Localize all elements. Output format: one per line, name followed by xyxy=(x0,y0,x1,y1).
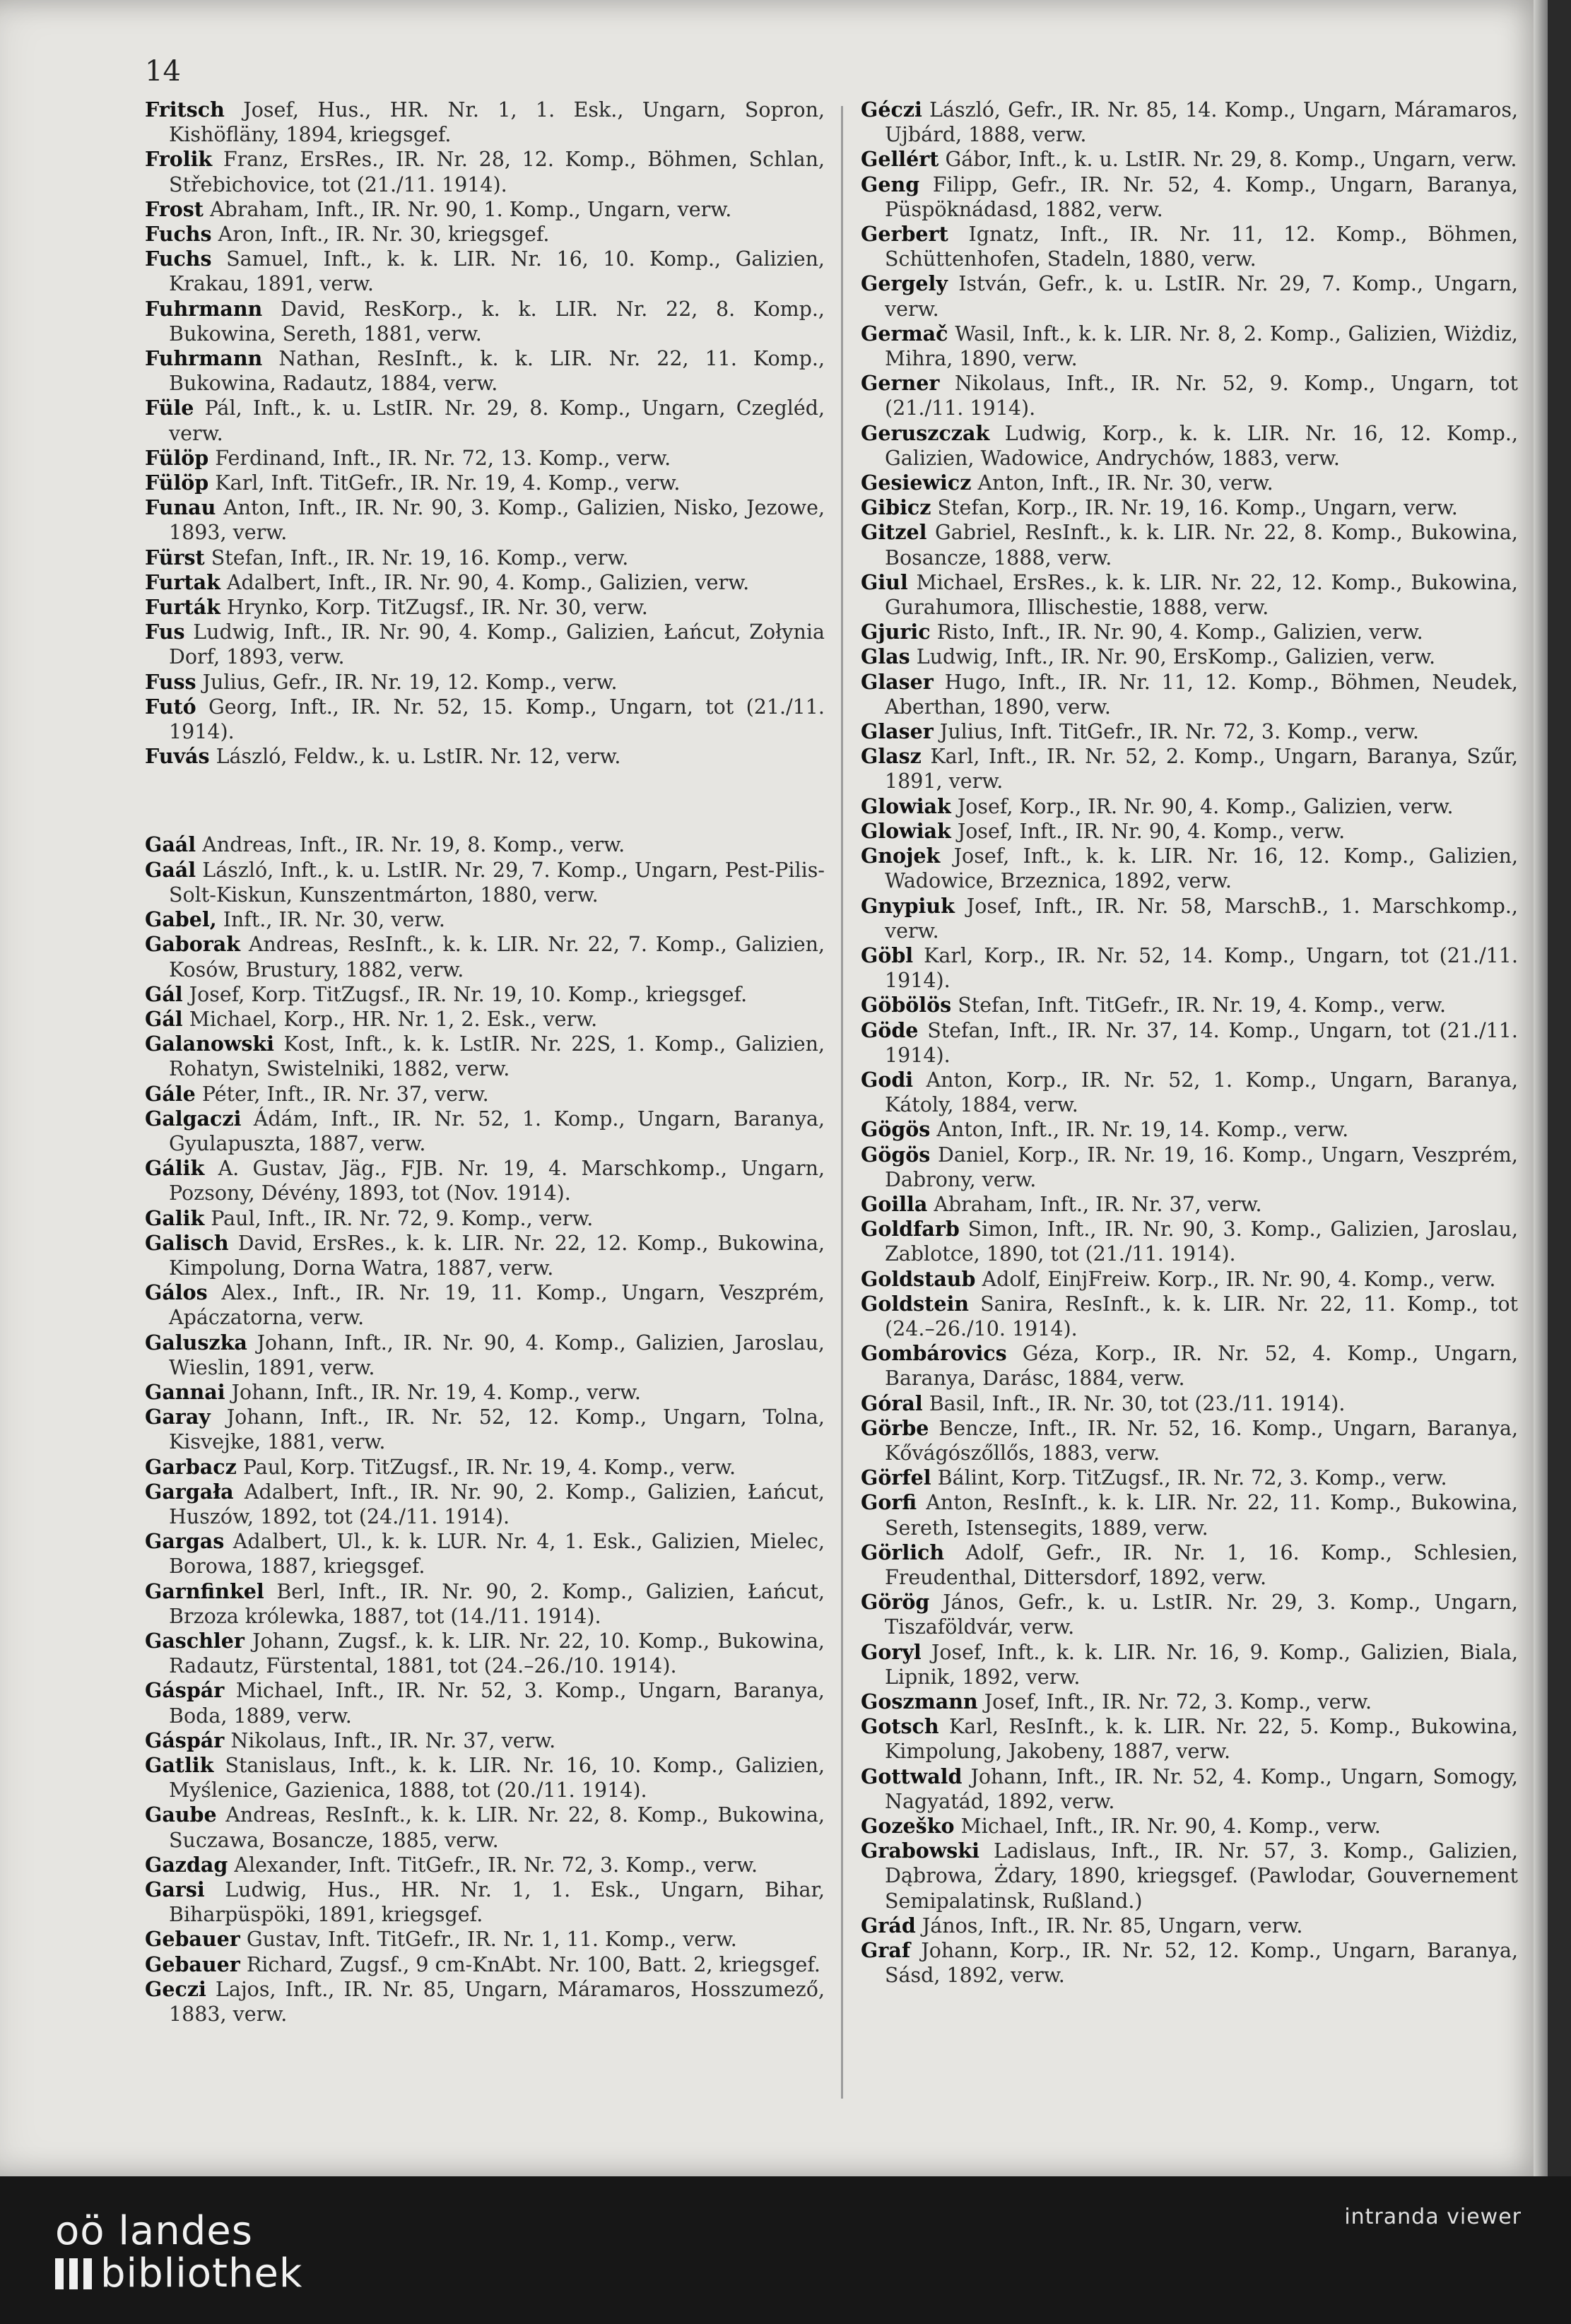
directory-entry xyxy=(861,943,1518,993)
entry-surname: Fuss xyxy=(145,669,196,694)
logo-text-top: oö landes xyxy=(55,2208,253,2254)
directory-entry xyxy=(145,1082,825,1107)
entry-details: Paul, Korp. TitZugsf., IR. Nr. 19, 4. Komp., verw. xyxy=(242,1455,736,1479)
entry-details: Karl, Korp., IR. Nr. 52, 14. Komp., Ungarn, tot (21./11. 1914). xyxy=(885,943,1519,993)
entry-details: Géza, Korp., IR. Nr. 52, 4. Komp., Ungarn, Baranya, Darásc, 1884, verw. xyxy=(885,1342,1518,1391)
directory-entry xyxy=(861,670,1518,719)
directory-entry xyxy=(145,1007,825,1032)
directory-entry xyxy=(145,1231,825,1280)
entry-details: Johann, Zugsf., k. k. LIR. Nr. 22, 10. Komp., Bukowina, Radautz, Fürstental, 1881, tot (24.–26./10. 1914). xyxy=(169,1629,825,1678)
entry-surname: Gáspár xyxy=(145,1678,225,1703)
directory-entry xyxy=(145,346,825,396)
entry-surname: Füle xyxy=(145,396,194,420)
entry-surname: Gaborak xyxy=(145,932,240,957)
directory-entry xyxy=(145,446,825,471)
entry-details: Josef, Inft., k. k. LIR. Nr. 16, 9. Komp., Galizien, Biala, Lipnik, 1892, verw. xyxy=(885,1640,1519,1689)
entry-surname: Gargas xyxy=(145,1529,225,1554)
entry-surname: Görbe xyxy=(861,1415,929,1440)
entry-surname: Glas xyxy=(861,644,910,669)
left-column xyxy=(145,98,825,2027)
directory-entry xyxy=(145,695,825,744)
entry-details: Nathan, ResInft., k. k. LIR. Nr. 22, 11. Komp., Bukowina, Radautz, 1884, verw. xyxy=(169,347,825,396)
directory-entry xyxy=(861,1490,1518,1540)
entry-details: Berl, Inft., IR. Nr. 90, 2. Komp., Galizien, Łańcut, Brzoza królewka, 1887, tot (14./11. 1914). xyxy=(169,1579,825,1628)
directory-entry xyxy=(861,271,1518,321)
entry-details: Ludwig, Inft., IR. Nr. 90, 4. Komp., Galizien, Łańcut, Zołynia Dorf, 1893, verw. xyxy=(169,620,825,669)
entry-surname: Gergely xyxy=(861,271,948,296)
directory-entry xyxy=(861,1938,1518,1988)
entry-details: David, ErsRes., k. k. LIR. Nr. 22, 12. Komp., Bukowina, Kimpolung, Dorna Watra, 1887, verw. xyxy=(169,1231,825,1280)
entry-surname: Giul xyxy=(861,570,908,594)
directory-entry xyxy=(861,644,1518,669)
entry-details: Nikolaus, Inft., IR. Nr. 37, verw. xyxy=(230,1728,556,1752)
directory-entry xyxy=(145,1728,825,1753)
directory-entry xyxy=(145,907,825,932)
entry-details: Ferdinand, Inft., IR. Nr. 72, 13. Komp., verw. xyxy=(215,446,671,470)
directory-entry xyxy=(861,98,1518,147)
entry-details: Johann, Inft., IR. Nr. 52, 4. Komp., Ungarn, Somogy, Nagyatád, 1892, verw. xyxy=(885,1764,1518,1813)
entry-surname: Galanowski xyxy=(145,1032,274,1056)
entry-surname: Gnypiuk xyxy=(861,893,955,918)
entry-surname: Göbölös xyxy=(861,993,952,1018)
entry-details: János, Inft., IR. Nr. 85, Ungarn, verw. xyxy=(922,1913,1303,1937)
entry-details: Hrynko, Korp. TitZugsf., IR. Nr. 30, verw. xyxy=(226,596,648,620)
entry-details: Michael, Inft., IR. Nr. 52, 3. Komp., Ungarn, Baranya, Boda, 1889, verw. xyxy=(169,1679,825,1728)
directory-entry xyxy=(145,1927,825,1952)
directory-entry xyxy=(145,147,825,196)
entry-details: Ludwig, Hus., HR. Nr. 1, 1. Esk., Ungarn, Bihar, Biharpüspöki, 1891, kriegsgef. xyxy=(169,1878,825,1927)
entry-details: Ignatz, Inft., IR. Nr. 11, 12. Komp., Böhmen, Schüttenhofen, Stadeln, 1880, verw. xyxy=(885,223,1519,271)
entry-details: Alex., Inft., IR. Nr. 19, 11. Komp., Ungarn, Veszprém, Apáczatorna, verw. xyxy=(169,1281,825,1330)
directory-entry xyxy=(145,982,825,1007)
entry-details: Stefan, Korp., IR. Nr. 19, 16. Komp., Ungarn, verw. xyxy=(937,496,1458,520)
entry-details: Hugo, Inft., IR. Nr. 11, 12. Komp., Böhmen, Neudek, Aberthan, 1890, verw. xyxy=(885,670,1518,719)
entry-surname: Góral xyxy=(861,1391,923,1415)
directory-entry xyxy=(145,1977,825,2027)
directory-entry xyxy=(145,1803,825,1852)
directory-entry xyxy=(145,396,825,445)
entry-surname: Gibicz xyxy=(861,495,931,520)
entry-surname: Grád xyxy=(861,1913,916,1937)
entry-surname: Gerbert xyxy=(861,222,948,247)
entry-details: Nikolaus, Inft., IR. Nr. 52, 9. Komp., Ungarn, tot (21./11. 1914). xyxy=(885,372,1519,420)
directory-entry xyxy=(861,819,1518,844)
directory-entry xyxy=(145,1206,825,1231)
entry-surname: Gitzel xyxy=(861,520,927,545)
entry-details: Aron, Inft., IR. Nr. 30, kriegsgef. xyxy=(218,223,550,247)
entry-surname: Galisch xyxy=(145,1230,229,1255)
logo-row-bottom xyxy=(55,2253,302,2295)
entry-details: Josef, Korp., IR. Nr. 90, 4. Komp., Galizien, verw. xyxy=(957,794,1454,818)
entry-surname: Gnojek xyxy=(861,844,941,868)
entry-details: Péter, Inft., IR. Nr. 37, verw. xyxy=(201,1082,489,1106)
entry-surname: Galgaczi xyxy=(145,1106,242,1131)
entry-surname: Fuvás xyxy=(145,744,210,769)
entry-surname: Gaál xyxy=(145,832,196,857)
entry-surname: Furták xyxy=(145,595,220,620)
entry-details: Josef, Korp. TitZugsf., IR. Nr. 19, 10. Komp., kriegsgef. xyxy=(189,982,748,1006)
directory-entry xyxy=(861,844,1518,893)
entry-surname: Gál xyxy=(145,981,183,1006)
directory-entry xyxy=(145,595,825,620)
entry-surname: Gatlik xyxy=(145,1753,214,1777)
viewer-brand-label: intranda viewer xyxy=(1344,2205,1522,2229)
logo-bars-icon xyxy=(55,2258,93,2289)
entry-surname: Frost xyxy=(145,196,204,221)
entry-details: Inft., IR. Nr. 30, verw. xyxy=(223,908,445,932)
directory-entry xyxy=(861,1814,1518,1839)
entry-details: Julius, Gefr., IR. Nr. 19, 12. Komp., verw. xyxy=(202,670,618,694)
entry-surname: Frolik xyxy=(145,147,213,172)
directory-entry xyxy=(861,719,1518,744)
directory-entry xyxy=(145,247,825,296)
entry-details: Adalbert, Ul., k. k. LUR. Nr. 4, 1. Esk., Galizien, Mielec, Borowa, 1887, kriegsgef. xyxy=(169,1530,825,1579)
entry-surname: Goldstein xyxy=(861,1291,969,1316)
entry-details: Josef, Inft., IR. Nr. 72, 3. Komp., verw. xyxy=(984,1690,1372,1713)
entry-surname: Gáspár xyxy=(145,1728,225,1752)
entry-surname: Gabel, xyxy=(145,907,217,932)
directory-entry xyxy=(861,794,1518,819)
entry-surname: Gebauer xyxy=(145,1927,240,1952)
entry-details: Risto, Inft., IR. Nr. 90, 4. Komp., Galizien, verw. xyxy=(936,620,1423,644)
entry-details: Josef, Inft., IR. Nr. 58, MarschB., 1. Marschkomp., verw. xyxy=(885,894,1518,943)
entry-details: Basil, Inft., IR. Nr. 30, tot (23./11. 1914). xyxy=(929,1391,1346,1415)
directory-entry xyxy=(861,1192,1518,1217)
entry-surname: Geruszczak xyxy=(861,420,990,445)
section-gap xyxy=(145,769,825,832)
directory-entry xyxy=(861,371,1518,420)
entry-details: Kost, Inft., k. k. LstIR. Nr. 22S, 1. Komp., Galizien, Rohatyn, Swistelniki, 1882, verw. xyxy=(169,1032,825,1081)
directory-entry xyxy=(861,620,1518,644)
entry-details: László, Inft., k. u. LstIR. Nr. 29, 7. Komp., Ungarn, Pest-Pilis-Solt-Kiskun, Kunszentmárton, 1880, verw. xyxy=(169,858,825,907)
entry-details: Daniel, Korp., IR. Nr. 19, 16. Komp., Ungarn, Veszprém, Dabrony, verw. xyxy=(885,1143,1518,1191)
entry-details: Johann, Korp., IR. Nr. 52, 12. Komp., Ungarn, Baranya, Sásd, 1892, verw. xyxy=(885,1939,1519,1988)
directory-entry xyxy=(145,1405,825,1454)
entry-details: Bencze, Inft., IR. Nr. 52, 16. Komp., Ungarn, Baranya, Kővágószőllős, 1883, verw. xyxy=(885,1416,1519,1465)
directory-entry xyxy=(861,1341,1518,1391)
entry-surname: Goldfarb xyxy=(861,1217,960,1241)
entry-details: A. Gustav, Jäg., FJB. Nr. 19, 4. Marschkomp., Ungarn, Pozsony, Dévény, 1893, tot (Nov. 1914). xyxy=(169,1157,825,1205)
directory-entry xyxy=(861,1465,1518,1490)
entry-surname: Glaser xyxy=(861,669,934,694)
entry-details: Lajos, Inft., IR. Nr. 85, Ungarn, Máramaros, Hosszumező, 1883, verw. xyxy=(169,1977,825,2027)
directory-entry xyxy=(861,1540,1518,1590)
directory-entry xyxy=(145,1331,825,1380)
entry-details: Simon, Inft., IR. Nr. 90, 3. Komp., Galizien, Jaroslau, Zablotce, 1890, tot (21./11. 1914). xyxy=(885,1217,1519,1266)
entry-details: Michael, Korp., HR. Nr. 1, 2. Esk., verw. xyxy=(189,1007,598,1031)
directory-entry xyxy=(145,1877,825,1927)
entry-details: László, Gefr., IR. Nr. 85, 14. Komp., Ungarn, Máramaros, Ujbárd, 1888, verw. xyxy=(885,98,1518,147)
entry-surname: Gjuric xyxy=(861,620,931,644)
entry-surname: Gazdag xyxy=(145,1852,228,1877)
directory-entry xyxy=(861,147,1518,172)
entry-details: Andreas, ResInft., k. k. LIR. Nr. 22, 8. Komp., Bukowina, Suczawa, Bosancze, 1885, verw. xyxy=(169,1803,825,1852)
entry-surname: Galik xyxy=(145,1205,205,1230)
entry-surname: Garbacz xyxy=(145,1454,237,1479)
entry-details: Anton, ResInft., k. k. LIR. Nr. 22, 11. Komp., Bukowina, Sereth, Istensegits, 1889, verw. xyxy=(885,1491,1518,1540)
directory-entry xyxy=(861,172,1518,222)
entry-details: Abraham, Inft., IR. Nr. 37, verw. xyxy=(934,1192,1262,1216)
directory-entry xyxy=(861,322,1518,371)
entry-details: Karl, Inft., IR. Nr. 52, 2. Komp., Ungarn, Baranya, Szűr, 1891, verw. xyxy=(885,745,1518,794)
entry-surname: Godi xyxy=(861,1067,914,1092)
entry-details: Johann, Inft., IR. Nr. 19, 4. Komp., verw. xyxy=(231,1380,641,1404)
entry-surname: Gaube xyxy=(145,1803,217,1827)
entry-surname: Fülöp xyxy=(145,445,209,470)
directory-entry xyxy=(861,1018,1518,1068)
directory-entry xyxy=(861,1913,1518,1938)
entry-details: Wasil, Inft., k. k. LIR. Nr. 8, 2. Komp., Galizien, Wiżdiz, Mihra, 1890, verw. xyxy=(885,322,1518,371)
entry-details: Paul, Inft., IR. Nr. 72, 9. Komp., verw. xyxy=(211,1206,594,1230)
entry-details: Bálint, Korp. TitZugsf., IR. Nr. 72, 3. Komp., verw. xyxy=(937,1466,1447,1490)
entry-details: Adolf, EinjFreiw. Korp., IR. Nr. 90, 4. Komp., verw. xyxy=(982,1267,1496,1291)
entry-surname: Gannai xyxy=(145,1379,225,1404)
entry-surname: Fuchs xyxy=(145,222,212,247)
entry-surname: Géczi xyxy=(861,98,922,122)
entry-details: Franz, ErsRes., IR. Nr. 28, 12. Komp., Böhmen, Schlan, Střebichovice, tot (21./11. 1914). xyxy=(169,148,825,196)
entry-surname: Geng xyxy=(861,172,920,196)
entry-surname: Germač xyxy=(861,321,948,346)
directory-entry xyxy=(861,1416,1518,1465)
entry-surname: Fus xyxy=(145,620,185,644)
directory-entry xyxy=(145,1380,825,1405)
entry-surname: Fuhrmann xyxy=(145,346,263,371)
directory-entry xyxy=(145,197,825,222)
entry-details: Anton, Inft., IR. Nr. 90, 3. Komp., Galizien, Nisko, Jezowe, 1893, verw. xyxy=(169,496,825,545)
directory-entry xyxy=(145,98,825,147)
entry-details: Johann, Inft., IR. Nr. 90, 4. Komp., Galizien, Jaroslau, Wieslin, 1891, verw. xyxy=(169,1331,825,1379)
entry-details: Stefan, Inft., IR. Nr. 19, 16. Komp., verw. xyxy=(211,545,629,570)
entry-details: Samuel, Inft., k. k. LIR. Nr. 16, 10. Komp., Galizien, Krakau, 1891, verw. xyxy=(169,247,825,296)
entry-surname: Gargała xyxy=(145,1479,234,1504)
directory-entry xyxy=(145,1579,825,1629)
entry-surname: Futó xyxy=(145,694,196,719)
entry-details: Anton, Inft., IR. Nr. 19, 14. Komp., verw. xyxy=(936,1118,1349,1142)
entry-surname: Glowiak xyxy=(861,794,951,818)
directory-entry xyxy=(861,993,1518,1018)
directory-entry xyxy=(861,1267,1518,1292)
entry-surname: Fuhrmann xyxy=(145,296,263,321)
entry-details: Ludwig, Inft., IR. Nr. 90, ErsKomp., Galizien, verw. xyxy=(916,645,1436,669)
entry-surname: Gerner xyxy=(861,371,940,396)
entry-surname: Furtak xyxy=(145,570,220,594)
next-page-edge xyxy=(1548,0,1571,2176)
entry-surname: Galuszka xyxy=(145,1330,247,1355)
entry-surname: Gellért xyxy=(861,147,939,172)
entry-surname: Görög xyxy=(861,1590,930,1615)
directory-entry xyxy=(145,495,825,545)
directory-entry xyxy=(861,1217,1518,1266)
entry-surname: Graf xyxy=(861,1938,911,1963)
entry-surname: Göbl xyxy=(861,943,914,967)
directory-entry xyxy=(861,1143,1518,1192)
directory-entry xyxy=(861,1117,1518,1142)
entry-details: Anton, Inft., IR. Nr. 30, verw. xyxy=(977,471,1273,495)
entry-surname: Garnfinkel xyxy=(145,1579,264,1603)
directory-entry xyxy=(145,670,825,695)
entry-surname: Göde xyxy=(861,1018,919,1042)
directory-entry xyxy=(861,744,1518,794)
entry-surname: Goilla xyxy=(861,1191,928,1216)
directory-entry xyxy=(861,570,1518,620)
directory-entry xyxy=(145,1455,825,1480)
entry-details: Karl, Inft. TitGefr., IR. Nr. 19, 4. Komp., verw. xyxy=(215,471,681,495)
directory-entry xyxy=(861,1714,1518,1764)
directory-entry xyxy=(145,222,825,247)
entry-surname: Gebauer xyxy=(145,1952,240,1976)
directory-entry xyxy=(145,1156,825,1205)
directory-entry xyxy=(145,858,825,907)
entry-details: Gábor, Inft., k. u. LstIR. Nr. 29, 8. Komp., Ungarn, verw. xyxy=(945,148,1517,172)
directory-entry xyxy=(861,894,1518,943)
entry-surname: Goldstaub xyxy=(861,1266,976,1291)
directory-entry xyxy=(861,1391,1518,1416)
entry-surname: Gozeško xyxy=(861,1814,955,1839)
directory-entry xyxy=(861,222,1518,271)
directory-entry xyxy=(145,1952,825,1977)
entry-surname: Fülöp xyxy=(145,471,209,495)
entry-details: Abraham, Inft., IR. Nr. 90, 1. Komp., Ungarn, verw. xyxy=(210,197,732,221)
entry-details: Ladislaus, Inft., IR. Nr. 57, 3. Komp., Galizien, Dąbrowa, Żdary, 1890, kriegsgef. (Pawlodar, Gouvernement Semipalatinsk, Rußland.) xyxy=(885,1839,1519,1913)
entry-surname: Garsi xyxy=(145,1877,205,1902)
entry-details: Gustav, Inft. TitGefr., IR. Nr. 1, 11. Komp., verw. xyxy=(246,1928,737,1952)
entry-surname: Gaál xyxy=(145,857,196,882)
directory-entry xyxy=(145,471,825,495)
entry-details: László, Feldw., k. u. LstIR. Nr. 12, verw. xyxy=(216,745,621,769)
directory-entry xyxy=(861,1640,1518,1689)
directory-entry xyxy=(145,1032,825,1081)
entry-details: Stanislaus, Inft., k. k. LIR. Nr. 16, 10. Komp., Galizien, Myślenice, Gazienica, 1888, tot (20./11. 1914). xyxy=(169,1754,825,1803)
directory-entry xyxy=(861,495,1518,520)
entry-details: David, ResKorp., k. k. LIR. Nr. 22, 8. Komp., Bukowina, Sereth, 1881, verw. xyxy=(169,297,825,346)
column-divider xyxy=(841,106,843,2099)
entry-details: Ádám, Inft., IR. Nr. 52, 1. Komp., Ungarn, Baranya, Gyulapuszta, 1887, verw. xyxy=(169,1107,825,1155)
directory-entry xyxy=(145,1629,825,1678)
entry-surname: Glowiak xyxy=(861,818,951,843)
directory-entry xyxy=(145,832,825,857)
directory-entry xyxy=(861,1764,1518,1814)
right-column xyxy=(861,98,1518,1988)
entry-surname: Gögös xyxy=(861,1117,931,1142)
directory-entry xyxy=(861,1068,1518,1117)
entry-details: Gabriel, ResInft., k. k. LIR. Nr. 22, 8. Komp., Bukowina, Bosancze, 1888, verw. xyxy=(885,521,1518,570)
entry-details: Stefan, Inft., IR. Nr. 37, 14. Komp., Ungarn, tot (21./11. 1914). xyxy=(885,1018,1518,1067)
entry-details: Anton, Korp., IR. Nr. 52, 1. Komp., Ungarn, Baranya, Kátoly, 1884, verw. xyxy=(885,1068,1519,1117)
entry-details: Karl, ResInft., k. k. LIR. Nr. 22, 5. Komp., Bukowina, Kimpolung, Jakobeny, 1887, verw. xyxy=(885,1715,1518,1764)
directory-entry xyxy=(145,1853,825,1877)
entry-surname: Goszmann xyxy=(861,1689,978,1713)
entry-details: Andreas, Inft., IR. Nr. 19, 8. Komp., verw. xyxy=(202,833,625,857)
entry-details: Michael, Inft., IR. Nr. 90, 4. Komp., verw. xyxy=(960,1815,1381,1839)
page-number: 14 xyxy=(145,55,181,88)
entry-details: Josef, Inft., IR. Nr. 90, 4. Komp., verw. xyxy=(957,819,1346,843)
entry-surname: Fürst xyxy=(145,545,205,570)
directory-entry xyxy=(145,1529,825,1579)
directory-entry xyxy=(861,1590,1518,1639)
directory-entry xyxy=(145,1753,825,1803)
entry-details: Josef, Inft., k. k. LIR. Nr. 16, 12. Komp., Galizien, Wadowice, Brzeznica, 1892, verw. xyxy=(885,844,1519,893)
entry-details: Filipp, Gefr., IR. Nr. 52, 4. Komp., Ungarn, Baranya, Püspöknádasd, 1882, verw. xyxy=(885,172,1518,221)
entry-surname: Funau xyxy=(145,495,216,520)
entry-surname: Gögös xyxy=(861,1142,931,1167)
entry-details: Alexander, Inft. TitGefr., IR. Nr. 72, 3. Komp., verw. xyxy=(234,1853,758,1877)
entry-details: Pál, Inft., k. u. LstIR. Nr. 29, 8. Komp., Ungarn, Czegléd, verw. xyxy=(169,396,825,445)
entry-surname: Grabowski xyxy=(861,1839,979,1863)
entry-details: Andreas, ResInft., k. k. LIR. Nr. 22, 7. Komp., Galizien, Kosów, Brustury, 1882, verw. xyxy=(169,933,825,981)
directory-entry xyxy=(145,932,825,981)
directory-entry xyxy=(145,744,825,769)
directory-entry xyxy=(145,620,825,669)
directory-entry xyxy=(861,1839,1518,1913)
directory-entry xyxy=(861,421,1518,471)
entry-surname: Geczi xyxy=(145,1976,206,2001)
entry-surname: Gále xyxy=(145,1081,196,1106)
entry-surname: Goryl xyxy=(861,1639,922,1664)
entry-surname: Gorfi xyxy=(861,1490,917,1515)
entry-surname: Gaschler xyxy=(145,1628,245,1653)
entry-details: Michael, ErsRes., k. k. LIR. Nr. 22, 12. Komp., Bukowina, Gurahumora, Illischestie, 1888, verw. xyxy=(885,570,1518,620)
entry-surname: Gombárovics xyxy=(861,1341,1007,1366)
directory-entry xyxy=(861,1689,1518,1714)
entry-surname: Fuchs xyxy=(145,247,212,271)
entry-surname: Görlich xyxy=(861,1540,945,1564)
entry-surname: Fritsch xyxy=(145,98,225,122)
entry-details: Sanira, ResInft., k. k. LIR. Nr. 22, 11. Komp., tot (24.–26./10. 1914). xyxy=(885,1292,1519,1340)
entry-surname: Glasz xyxy=(861,744,922,769)
directory-entry xyxy=(861,471,1518,495)
library-logo[interactable] xyxy=(55,2210,302,2295)
entry-details: Richard, Zugsf., 9 cm-KnAbt. Nr. 100, Batt. 2, kriegsgef. xyxy=(246,1952,820,1976)
entry-details: Julius, Inft. TitGefr., IR. Nr. 72, 3. Komp., verw. xyxy=(939,720,1419,744)
directory-entry xyxy=(145,545,825,570)
entry-surname: Glaser xyxy=(861,719,934,744)
entry-surname: Garay xyxy=(145,1405,211,1429)
entry-surname: Gálos xyxy=(145,1280,208,1305)
directory-entry xyxy=(145,1480,825,1529)
directory-entry xyxy=(861,520,1518,570)
entry-surname: Görfel xyxy=(861,1465,931,1490)
entry-surname: Gesiewicz xyxy=(861,471,972,495)
entry-details: Adolf, Gefr., IR. Nr. 1, 16. Komp., Schlesien, Freudenthal, Dittersdorf, 1892, verw. xyxy=(885,1540,1518,1589)
entry-surname: Gottwald xyxy=(861,1764,963,1788)
entry-details: Stefan, Inft. TitGefr., IR. Nr. 19, 4. Komp., verw. xyxy=(958,993,1447,1018)
entry-details: Ludwig, Korp., k. k. LIR. Nr. 16, 12. Komp., Galizien, Wadowice, Andrychów, 1883, verw. xyxy=(885,421,1519,470)
entry-details: Johann, Inft., IR. Nr. 52, 12. Komp., Ungarn, Tolna, Kisvejke, 1881, verw. xyxy=(169,1405,825,1454)
entry-details: Adalbert, Inft., IR. Nr. 90, 2. Komp., Galizien, Łańcut, Huszów, 1892, tot (24./11. 1914). xyxy=(169,1480,825,1528)
directory-entry xyxy=(145,570,825,595)
directory-entry xyxy=(145,297,825,346)
page-gutter xyxy=(1534,0,1548,2176)
directory-entry xyxy=(145,1107,825,1156)
entry-details: Josef, Hus., HR. Nr. 1, 1. Esk., Ungarn, Sopron, Kishöfläny, 1894, kriegsgef. xyxy=(169,98,825,147)
entry-details: Georg, Inft., IR. Nr. 52, 15. Komp., Ungarn, tot (21./11. 1914). xyxy=(169,695,825,744)
directory-entry xyxy=(145,1280,825,1330)
entry-surname: Gál xyxy=(145,1006,183,1031)
entry-surname: Gálik xyxy=(145,1156,205,1181)
entry-details: János, Gefr., k. u. LstIR. Nr. 29, 3. Komp., Ungarn, Tiszaföldvár, verw. xyxy=(885,1591,1518,1639)
directory-entry xyxy=(861,1292,1518,1341)
entry-surname: Gotsch xyxy=(861,1714,939,1739)
entry-details: Adalbert, Inft., IR. Nr. 90, 4. Komp., Galizien, verw. xyxy=(226,570,750,594)
logo-text-bottom: bibliothek xyxy=(100,2251,303,2296)
entry-details: István, Gefr., k. u. LstIR. Nr. 29, 7. Komp., Ungarn, verw. xyxy=(885,272,1519,321)
directory-entry xyxy=(145,1678,825,1728)
